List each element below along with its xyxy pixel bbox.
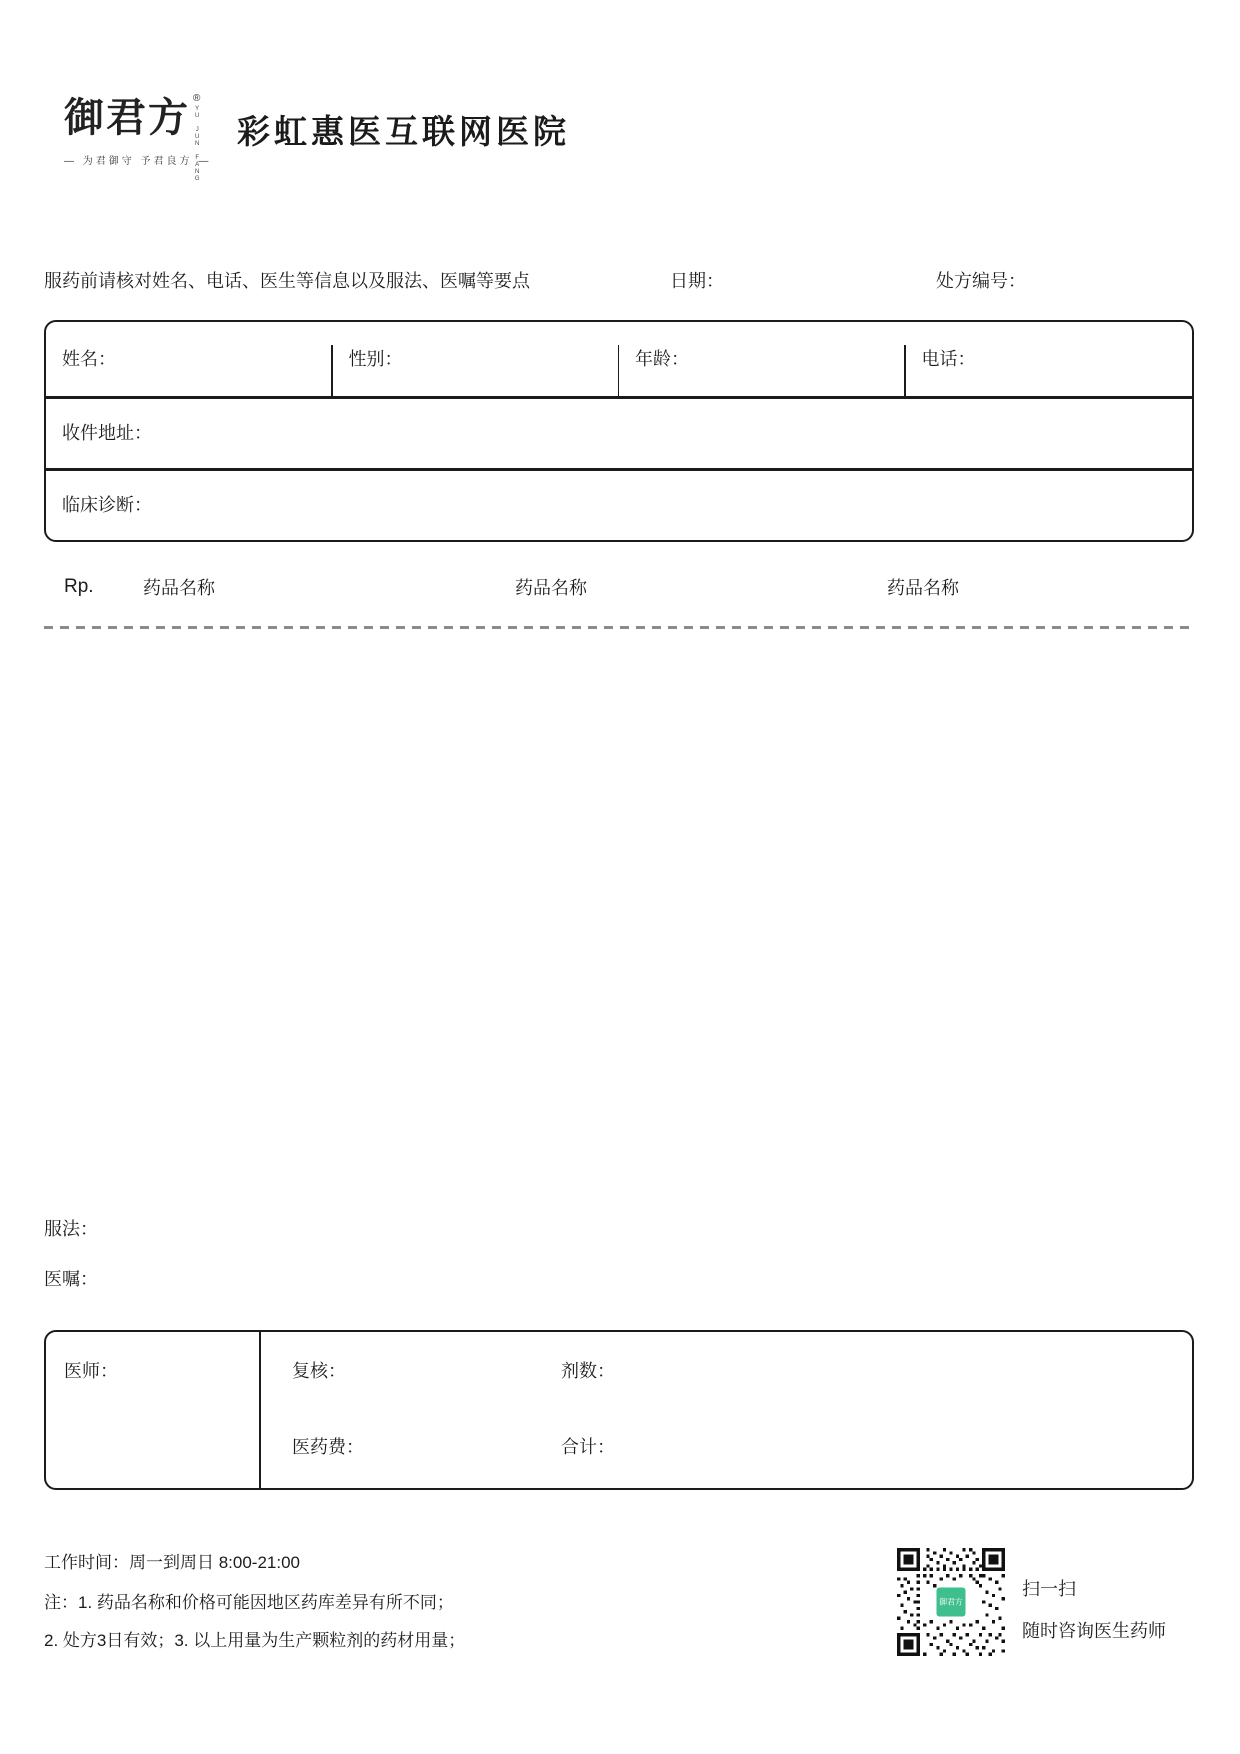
rp-label: Rp.: [64, 576, 94, 597]
qr-caption-consult: 随时咨询医生药师: [1022, 1621, 1166, 1641]
date-field-label: 日期：: [670, 271, 724, 291]
diagnosis-label: 临床诊断：: [62, 494, 152, 515]
patient-name-cell: [46, 322, 333, 396]
prescription-number-label: 处方编号：: [936, 271, 1026, 291]
footer-note-2: 2. 处方3日有效；3. 以上用量为生产颗粒剂的药材用量；: [44, 1631, 466, 1650]
qr-code: [897, 1548, 1005, 1656]
physician-label: 医师：: [64, 1361, 118, 1381]
total-label: 合计：: [561, 1437, 615, 1457]
usage-label: 服法：: [44, 1219, 98, 1239]
registered-trademark-icon: ®: [193, 93, 201, 104]
signoff-divider: [259, 1332, 261, 1488]
doctor-advice-label: 医嘱：: [44, 1269, 98, 1289]
qr-caption-scan: 扫一扫: [1022, 1579, 1076, 1599]
footer-note-1: 注：1. 药品名称和价格可能因地区药库差异有所不同；: [44, 1593, 454, 1612]
drug-name-column-header: 药品名称: [515, 578, 587, 598]
patient-age-cell: [619, 322, 906, 396]
brand-logo: [64, 93, 201, 183]
patient-gender-cell: [333, 322, 620, 396]
address-label: 收件地址：: [62, 423, 152, 443]
patient-info-box: [44, 320, 1194, 542]
patient-age-label: 年龄：: [635, 349, 689, 369]
brand-tagline: — 为君御守 予君良方 —: [64, 156, 212, 167]
dashed-separator-line: [44, 626, 1196, 629]
patient-address-row: [46, 398, 1192, 468]
hospital-name: 彩虹惠医互联网医院: [237, 113, 570, 150]
patient-phone-label: 电话：: [921, 349, 976, 369]
patient-gender-label: 性别：: [348, 349, 403, 369]
working-hours: 工作时间：周一到周日 8:00-21:00: [44, 1553, 301, 1572]
patient-phone-cell: [906, 322, 1193, 396]
reviewer-label: 复核：: [292, 1361, 346, 1381]
brand-logo-mark: [193, 94, 200, 183]
doses-label: 剂数：: [561, 1361, 615, 1381]
qr-center-logo: [936, 1587, 965, 1616]
signoff-box: [44, 1330, 1194, 1490]
diagnosis-row: [46, 470, 1192, 539]
drug-name-column-header: 药品名称: [887, 578, 959, 598]
patient-name-label: 姓名：: [62, 349, 116, 369]
drug-name-column-header: 药品名称: [143, 578, 215, 598]
svg-text:御君方: 御君方: [939, 1597, 963, 1607]
brand-logo-text: 御君方: [64, 94, 190, 141]
brand-logo-vertical-text: YU JUN FANG: [194, 106, 201, 183]
medical-fee-label: 医药费：: [292, 1437, 364, 1457]
patient-info-row-basic: [46, 322, 1192, 396]
verification-notice: 服药前请核对姓名、电话、医生等信息以及服法、医嘱等要点: [44, 271, 530, 291]
